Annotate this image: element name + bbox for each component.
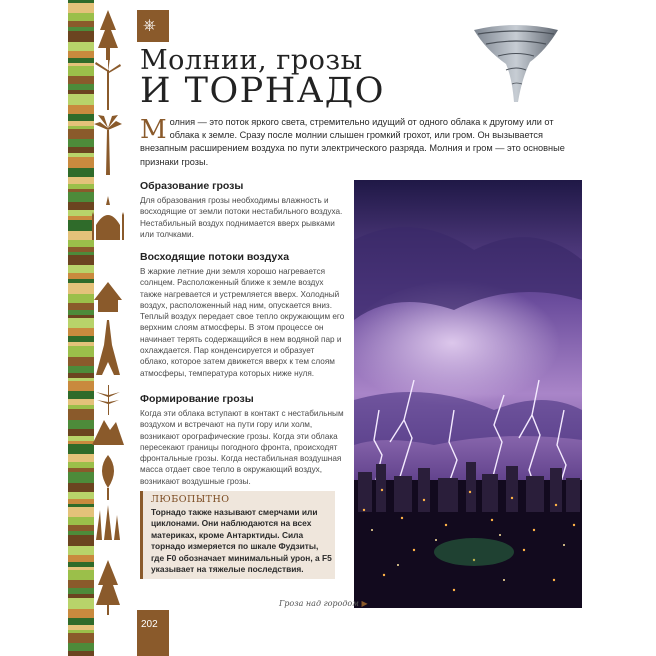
section-storm-forming <box>140 393 345 487</box>
section-updrafts <box>140 251 345 379</box>
intro-text: олния — это поток яркого света, стремительно идущий от одного облака к другому или от облака к земле. Сразу после молнии слышен громкий грохот, или гром. Он вызывается внезапным расширением воздуха по пути электрического разряда. Молния и гром — это основные признаки грозы. <box>140 117 565 167</box>
photo-caption <box>279 599 368 608</box>
mosque-icon <box>92 196 124 240</box>
page-title-line2: И ТОРНАДО <box>140 71 385 111</box>
landmark-silhouettes <box>90 0 126 656</box>
mountain-icon <box>92 420 124 445</box>
palm-icon <box>94 115 122 175</box>
page-title-line1: Молнии, грозы <box>140 45 363 76</box>
tree-icon <box>98 10 118 60</box>
page-number-tab <box>137 610 169 656</box>
caption-text: Гроза над городом <box>279 599 359 608</box>
pine-icon <box>96 560 120 615</box>
section-tab <box>137 10 169 42</box>
section-text: Для образования грозы необходимы влажность и восходящие от земли потоки нестабильного воздуха. Нестабильный воздух поднимается вверх рывками или толчками. <box>140 196 343 239</box>
section-heading: Восходящие потоки воздуха <box>140 251 290 263</box>
fact-box <box>140 491 335 579</box>
hut-icon <box>94 282 122 312</box>
section-text: В жаркие летние дни земля хорошо нагревается солнцем. Расположенный ближе к земле воздух также нагревается и устремляется вверх. Холодный воздух, расположенный над ним, опускается вниз. Теплый воздух передает свое тепло окружающим его верхним слоям атмосферы. В этом процессе он начинает терять содержащийся в нем водяной пар и охлаждается. Пар конденсируется и образует облако, которое затем движется вверх к тем слоям атмосферы, температура которых ниже нуля. <box>140 267 345 378</box>
grass-icon <box>96 505 120 540</box>
tornado-illustration <box>462 22 570 106</box>
intro-paragraph <box>140 116 582 169</box>
tornado-icon: ⎈ <box>143 17 156 34</box>
fact-box-title: ЛЮБОПЫТНО <box>151 494 230 505</box>
fern-icon <box>96 384 120 415</box>
drop-cap: М <box>140 115 167 145</box>
caption-arrow-icon: ▶ <box>361 599 368 608</box>
section-text: Когда эти облака вступают в контакт с нестабильным воздухом и встречают на пути гору или холм, возникают орографические грозы. Когда эти облака пересекают границы погодного фронта, происходят фронтальные грозы. Когда нестабильная воздушная масса отдает свое тепло в окружающий воздух, возникают воздушные грозы. <box>140 409 344 486</box>
section-formation <box>140 180 345 240</box>
page-number: 202 <box>141 619 158 630</box>
fact-box-text: Торнадо также называют смерчами или циклонами. Они наблюдаются на всех материках, кроме Антарктиды. Сила торнадо измеряется по шкале Фудзиты, где F0 обозначает минимальный урон, а F5 указывает на тяжелые последствия. <box>151 507 332 575</box>
section-heading: Формирование грозы <box>140 393 254 405</box>
storm-photo <box>354 180 582 608</box>
decorative-side-strip <box>68 0 126 656</box>
leaf-icon <box>102 455 114 500</box>
eiffel-tower-icon <box>96 320 120 375</box>
wind-turbine-icon <box>95 58 121 110</box>
section-heading: Образование грозы <box>140 180 244 192</box>
